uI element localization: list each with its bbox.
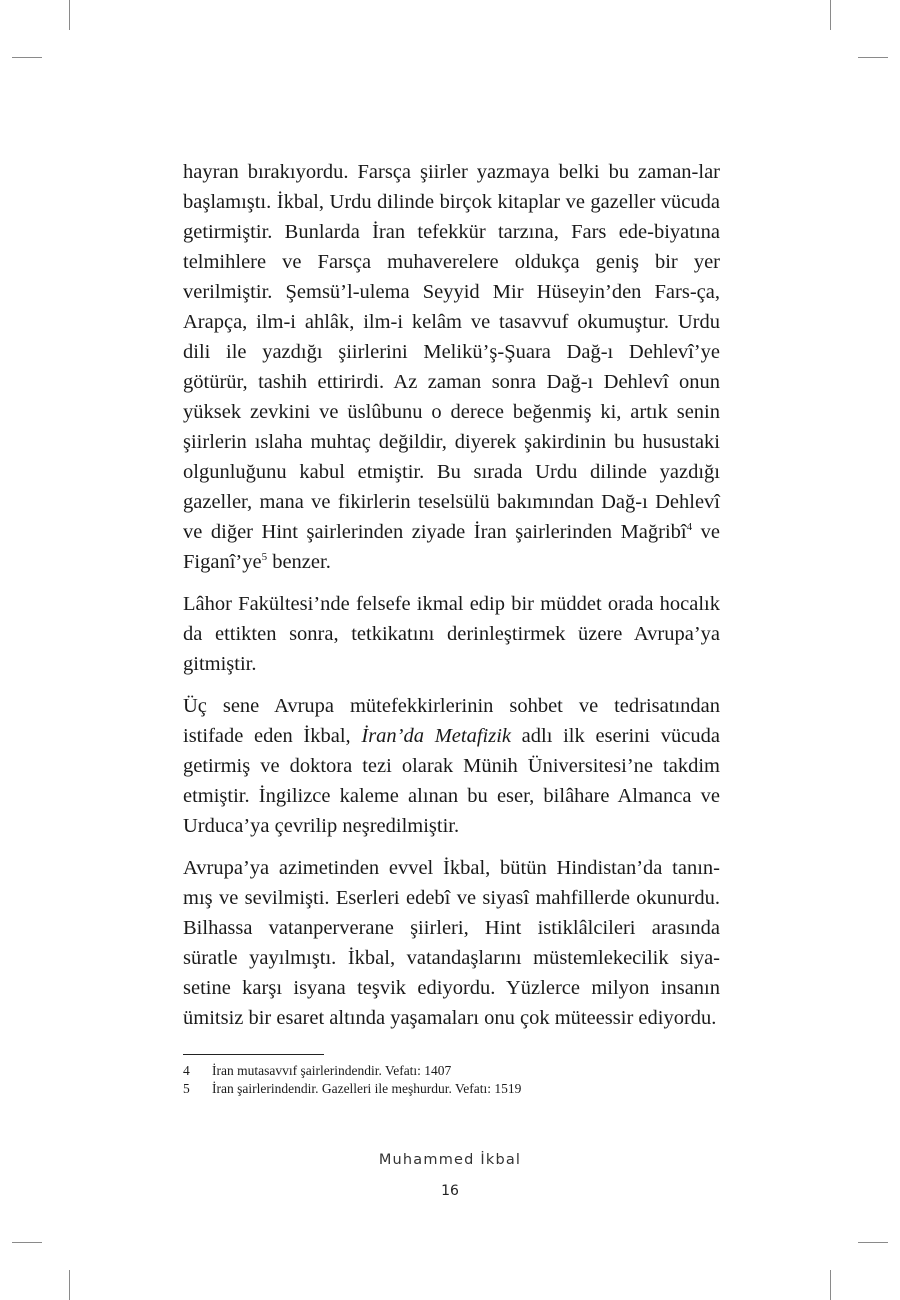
paragraph xyxy=(183,157,720,577)
body-text xyxy=(183,157,720,1045)
crop-mark xyxy=(69,0,70,30)
crop-mark xyxy=(830,0,831,30)
crop-mark xyxy=(858,57,888,58)
footnote xyxy=(183,1080,720,1098)
text-run: hayran bırakıyordu. Farsça şiirler yazmaya belki bu zaman-lar başlamıştı. İkbal, Urdu dilinde birçok kitaplar ve gazeller vücuda getirmiştir. Bunlarda İran tefekkür tarzına, Fars ede-biyatına telmihlere ve Farsça muhaverelere oldukça geniş bir yer verilmiştir. Şemsü’l-ulema Seyyid Mir Hüseyin’den Fars-ça, Arapça, ilm-i ahlâk, ilm-i kelâm ve tasavvuf okumuştur. Urdu dili ile yazdığı şiirlerini Melikü’ş-Şuara Dağ-ı Dehlevî’ye götürür, tashih ettirirdi. Az zaman sonra Dağ-ı Dehlevî onun yüksek zevkini ve üslûbunu o derece beğenmiş ki, artık senin şiirlerin ıslaha muhtaç değildir, diyerek şakirdinin bu husustaki olgunluğunu kabul etmiştir. Bu sırada Urdu dilinde yazdığı gazeller, mana ve fikirlerin teselsülü bakımından Dağ-ı Dehlevî ve diğer Hint şairlerinden ziyade İran şairlerinden Mağribî xyxy=(183,161,720,543)
crop-mark xyxy=(12,57,42,58)
footnote-separator xyxy=(183,1054,324,1055)
crop-mark xyxy=(69,1270,70,1300)
footnote-ref: 4 xyxy=(686,521,693,534)
paragraph xyxy=(183,589,720,679)
crop-mark xyxy=(858,1242,888,1243)
italic-title: İran’da Metafizik xyxy=(361,725,511,747)
footnote-number: 5 xyxy=(183,1081,190,1096)
footnote xyxy=(183,1062,720,1080)
text-run: ve Figanî’ye xyxy=(183,521,720,573)
text-run: Lâhor Fakültesi’nde felsefe ikmal edip bir müddet orada hocalık da ettikten sonra, tetkikatını derinleştirmek üzere Avrupa’ya gitmiştir. xyxy=(183,593,720,675)
crop-mark xyxy=(830,1270,831,1300)
footnote-ref: 5 xyxy=(261,551,268,564)
paragraph xyxy=(183,691,720,841)
footnotes xyxy=(183,1062,720,1098)
text-run: Avrupa’ya azimetinden evvel İkbal, bütün Hindistan’da tanın-mış ve sevilmişti. Eserleri edebî ve siyasî mahfillerde okunurdu. Bilhassa vatanperverane şiirleri, Hint istiklâlcileri arasında süratle yayılmıştı. İkbal, vatandaşlarını müstemlekecilik siya-setine karşı isyana teşvik ediyordu. Yüzlerce milyon insanın ümitsiz bir esaret altında yaşamaları onu çok müteessir ediyordu. xyxy=(183,857,720,1029)
paragraph xyxy=(183,853,720,1033)
text-run: Üç sene Avrupa mütefekkirlerinin sohbet ve tedrisatından istifade eden İkbal, xyxy=(183,695,720,747)
text-run: adlı ilk eserini vücuda getirmiş ve doktora tezi olarak Münih Üniversitesi’ne takdim etmiştir. İngilizce kaleme alınan bu eser, bilâhare Almanca ve Urduca’ya çevrilip neşredilmiştir. xyxy=(183,725,720,837)
text-run: benzer. xyxy=(267,551,331,573)
footnote-text: İran mutasavvıf şairlerindendir. Vefatı: 1407 xyxy=(212,1063,452,1078)
footnote-number: 4 xyxy=(183,1063,190,1078)
footnote-text: İran şairlerindendir. Gazelleri ile meşhurdur. Vefatı: 1519 xyxy=(212,1081,522,1096)
crop-mark xyxy=(12,1242,42,1243)
page-number: 16 xyxy=(441,1183,459,1199)
running-footer: Muhammed İkbal xyxy=(378,1152,522,1168)
